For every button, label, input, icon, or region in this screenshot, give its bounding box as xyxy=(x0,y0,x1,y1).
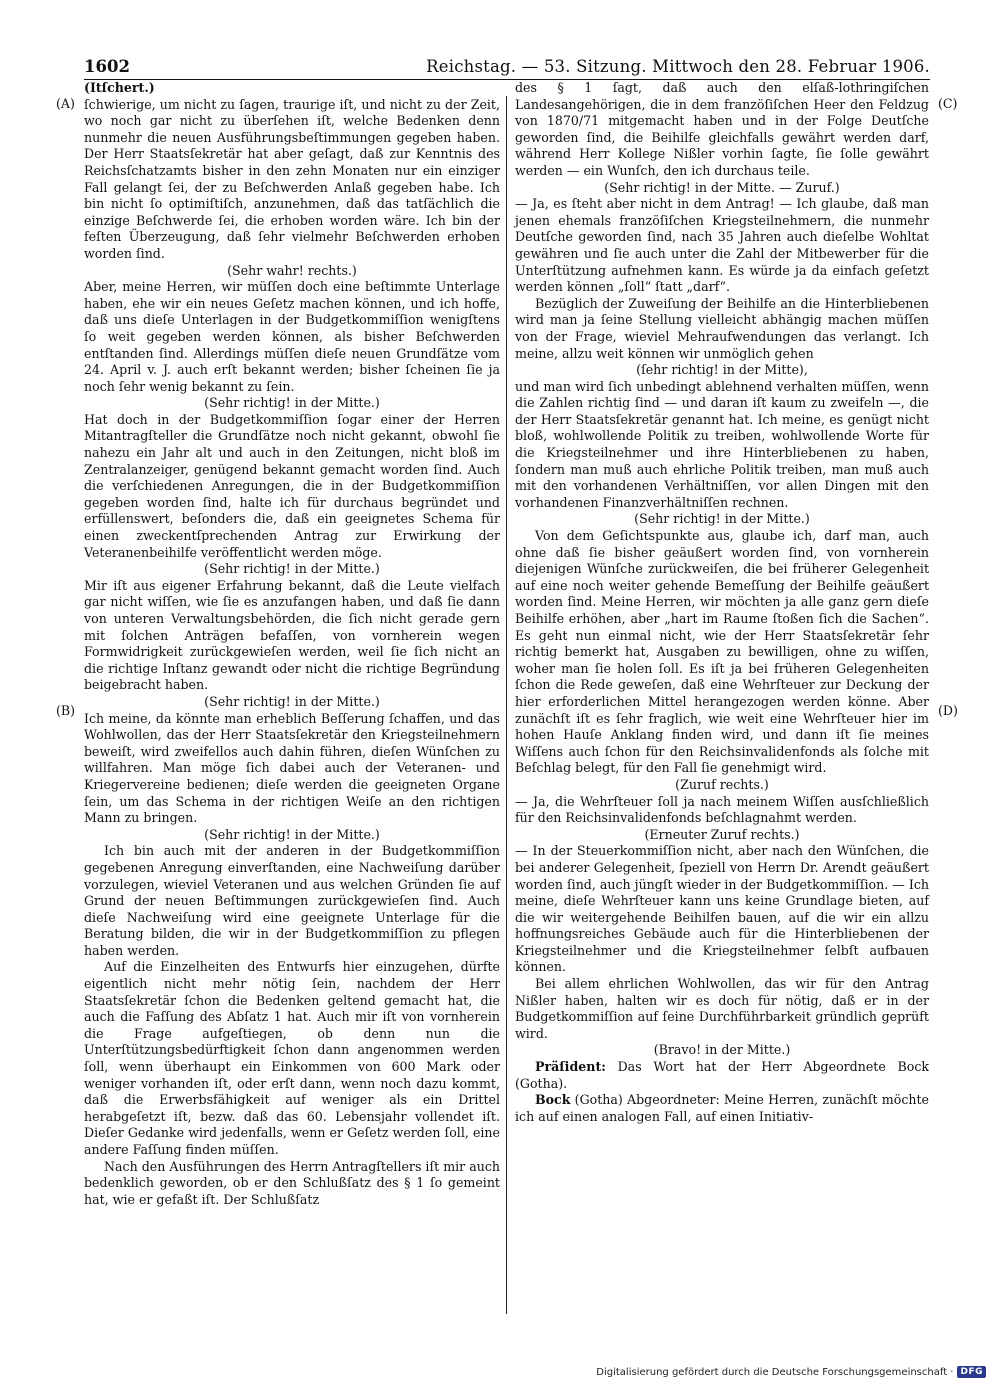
interjection: (Sehr richtig! in der Mitte.) xyxy=(634,511,810,527)
interjection: (Sehr richtig! in der Mitte.) xyxy=(204,561,380,577)
paragraph: des § 1 ſagt, daß auch den elſaß-lothringiſchen Landesangehörigen, die in dem franzöſiſchen Heer den Feldzug von 1870/71 mitgemacht haben und in der Folge Deutſche geworden ſind, die Beihilfe gleichfalls gewährt werden darf, während Herr Kollege Nißler vorhin ſagte, ſie ſolle gewährt werden — ein Wunſch, den ich durchaus teile. xyxy=(515,80,929,178)
speaker-name: Bock xyxy=(535,1092,571,1108)
margin-marker-a: (A) xyxy=(56,96,75,111)
speaker-label: (Itſchert.) xyxy=(84,80,155,95)
footer-credit xyxy=(596,1363,986,1381)
speech-paragraph xyxy=(515,1092,929,1125)
paragraph: — Ja, es ſteht aber nicht in dem Antrag! — Ich glaube, daß man jenen ehemals franzöſiſchen Kriegsteilnehmern, die nunmehr Deutſche geworden ſind, nach 35 Jahren auch dieſelbe Wohltat gewähren und ſie auch unter die Zahl der Mitbewerber für die Unterſtützung aufnehmen kann. Es würde ja da einfach geſetzt werden können „ſoll“ ſtatt „darf“. xyxy=(515,196,929,295)
interjection: (Sehr wahr! rechts.) xyxy=(227,262,357,278)
paragraph: Auf die Einzelheiten des Entwurfs hier einzugehen, dürfte eigentlich nicht mehr nötig ſein, nachdem der Herr Staatsſekretär ſchon die Bedenken geltend gemacht hat, die auch die Faſſung des Abſatz 1 hat. Auch mir iſt von vornherein die Frage aufgeſtiegen, ob denn nun die Unterſtützungsbedürftigkeit ſchon dann angenommen werden ſoll, wenn überhaupt ein Einkommen von 600 Mark oder weniger vorhanden iſt, oder erſt dann, wenn noch dazu kommt, daß die Erwerbsfähigkeit auf weniger als ein Drittel herabgeſetzt iſt, bezw. daß das 60. Lebensjahr vollendet iſt. Dieſer Gedanke wird jedenfalls, wenn er Geſetz werden ſoll, eine andere Faſſung finden müſſen. xyxy=(84,959,500,1157)
left-column xyxy=(84,80,500,1208)
paragraph: Hat doch in der Budgetkommiſſion ſogar einer der Herren Mitantragſteller die Grundſätze noch nicht gekannt, obwohl ſie nahezu ein Jahr alt und auch in den Zeitungen, nicht bloß im Zentralanzeiger, genügend bekannt gemacht worden ſind. Auch die verſchiedenen Anregungen, die in der Budgetkommiſſion gegeben worden ſind, halte ich für durchaus begründet und erfüllenswert, beſonders die, daß ein geeignetes Schema für einen zweckentſprechenden Antrag zur Erwirkung der Veteranenbeihilfe veröffentlicht werden möge. xyxy=(84,411,500,560)
paragraph: und man wird ſich unbedingt ablehnend verhalten müſſen, wenn die Zahlen richtig ſind — und daran iſt kaum zu zweifeln —, die der Herr Staatsſekretär genannt hat. Ich meine, es genügt nicht bloß, wohlwollende Politik zu treiben, wohlwollende Worte für die Kriegsteilnehmer und ihre Hinterbliebenen zu haben, ſondern man muß auch ehrliche Politik treiben, man muß auch mit den vorhandenen Verhältniſſen, vor allen Dingen mit den vorhandenen Finanzverhältniſſen rechnen. xyxy=(515,378,929,510)
paragraph: Ich bin auch mit der anderen in der Budgetkommiſſion gegebenen Anregung einverſtanden, eine Nachweiſung darüber vorzulegen, wieviel Veteranen und aus welchen Gründen ſie auf Grund der neuen Beſtimmungen zurückgewieſen ſind. Auch dieſe Nachweiſung wird eine geeignete Unterlage für die Beratung bilden, die wir in der Budgetkommiſſion zu pflegen haben werden. xyxy=(84,843,500,958)
interjection: (ſehr richtig! in der Mitte), xyxy=(636,362,808,378)
paragraph: Von dem Geſichtspunkte aus, glaube ich, darf man, auch ohne daß ſie bisher geäußert worden ſind, von vornherein diejenigen Wünſche zurückweiſen, die bei früherer Gelegenheit auf eine noch weiter gehende Bemeſſung der Beihilfe geäußert worden ſind. Meine Herren, wir möchten ja alle ganz gern dieſe Beihilfe erhöhen, aber „hart im Raume ſtoßen ſich die Sachen“. Es geht nun einmal nicht, wie der Herr Staatsſekretär ſehr richtig bemerkt hat, Ausgaben zu bewilligen, ohne zu wiſſen, woher man ſie holen ſoll. Es iſt ja bei früheren Gelegenheiten ſchon die Rede geweſen, daß eine Wehrſteuer zur Deckung der hier erforderlichen Mittel herangezogen werden könne. Aber zunächſt iſt es ſehr fraglich, wie weit eine Wehrſteuer hier im hohen Hauſe Anklang finden wird, und dann iſt ſie meines Wiſſens auch ſchon für den Reichsinvalidenfonds als ſolche mit Beſchlag belegt, für den Fall ſie genehmigt wird. xyxy=(515,528,929,776)
paragraph: Ich meine, da könnte man erheblich Beſſerung ſchaffen, und das Wohlwollen, das der Herr Staatsſekretär den Kriegsteilnehmern beweiſt, wird zweifellos auch dahin führen, dieſen Wünſchen zu willfahren. Man möge ſich dabei auch der Veteranen- und Kriegervereine bedienen; dieſe werden die geeigneten Organe ſein, um das Schema in der richtigen Weiſe an den richtigen Mann zu bringen. xyxy=(84,710,500,826)
running-title: Reichstag. — 53. Sitzung. Mittwoch den 28. Februar 1906. xyxy=(426,57,930,76)
dfg-logo: DFG xyxy=(957,1366,986,1378)
paragraph: Aber, meine Herren, wir müſſen doch eine beſtimmte Unterlage haben, ehe wir ein neues Geſetz machen können, und ich hoffe, daß uns dieſe Unterlagen in der Budgetkommiſſion wenigſtens ſo weit gegeben werden können, als bisher Beſchwerden entſtanden ſind. Allerdings müſſen dieſe neuen Grundſätze vom 24. April v. J. auch erſt bekannt werden; bisher ſcheinen ſie ja noch ſehr wenig bekannt zu ſein. xyxy=(84,279,500,394)
margin-marker-c: (C) xyxy=(938,96,958,111)
interjection: (Erneuter Zuruf rechts.) xyxy=(644,826,800,842)
paragraph: Bei allem ehrlichen Wohlwollen, das wir für den Antrag Nißler haben, halten wir es doch für nötig, daß er in der Budgetkommiſſion auf ſeine Durchführbarkeit gründlich geprüft wird. xyxy=(515,976,929,1041)
paragraph: Bezüglich der Zuweiſung der Beihilfe an die Hinterbliebenen wird man ja ſeine Stellung vielleicht abhängig machen müſſen von der Frage, wieviel Mehraufwendungen das verlangt. Ich meine, allzu weit können wir unmöglich gehen xyxy=(515,295,929,361)
speech-text: (Gotha) Abgeordneter: Meine Herren, zunächſt möchte ich auf einen analogen Fall, auf einen Initiativ- xyxy=(515,1092,929,1124)
speech-paragraph xyxy=(515,1059,929,1092)
interjection: (Sehr richtig! in der Mitte.) xyxy=(204,693,380,709)
paragraph: Mir iſt aus eigener Erfahrung bekannt, daß die Leute vielfach gar nicht wiſſen, wie ſie es anzufangen haben, und daß ſie dann von unteren Verwaltungsbehörden, die ſich nicht gerade gern mit ſolchen Anträgen befaſſen, von vornherein wegen Formwidrigkeit zurückgewieſen werden, weil ſie ſich nicht an die richtige Inſtanz gewandt oder nicht die richtige Begründung beigebracht haben. xyxy=(84,577,500,693)
margin-marker-b: (B) xyxy=(56,703,76,718)
column-divider xyxy=(506,96,507,1314)
paragraph: — Ja, die Wehrſteuer ſoll ja nach meinem Wiſſen ausſchließlich für den Reichsinvalidenfonds beſchlagnahmt werden. xyxy=(515,793,929,826)
paragraph: — In der Steuerkommiſſion nicht, aber nach den Wünſchen, die bei anderer Gelegenheit, ſpeziell von Herrn Dr. Arendt geäußert worden ſind, auch jüngſt wieder in der Budgetkommiſſion. — Ich meine, dieſe Wehrſteuer kann uns keine Grundlage bieten, auf die wir weitergehende Beihilfen bauen, auf die wir ein allzu hoffnungsreiches Gebäude auch für die Hinterbliebenen der Kriegsteilnehmer und die Kriegsteilnehmer ſelbſt aufbauen können. xyxy=(515,843,929,975)
right-column xyxy=(515,80,929,1125)
page-header xyxy=(84,50,930,76)
footer-text: Digitalisierung gefördert durch die Deutsche Forschungsgemeinschaft · xyxy=(596,1366,954,1378)
speech-text: Das Wort hat der Herr Abgeordnete Bock (Gotha). xyxy=(515,1059,929,1091)
page-number: 1602 xyxy=(84,57,130,76)
paragraph: Nach den Ausführungen des Herrn Antragſtellers iſt mir auch bedenklich geworden, ob er den Schlußſatz des § 1 ſo gemeint hat, wie er gefaßt iſt. Der Schlußſatz xyxy=(84,1158,500,1207)
paragraph: ſchwierige, um nicht zu ſagen, traurige iſt, und nicht zu der Zeit, wo noch gar nicht zu überſehen iſt, welche Bedenken denn nunmehr die neuen Ausführungsbeſtimmungen gegeben haben. Der Herr Staatsſekretär hat aber geſagt, daß zur Kenntnis des Reichsſchatzamts bisher in den zehn Monaten nur ein einziger Fall gelangt ſei, der zu Beſchwerden Anlaß gegeben habe. Ich bin nicht ſo optimiſtiſch, anzunehmen, daß das tatſächlich die einzige Beſchwerde ſei, die erhoben worden wäre. Ich bin der feſten Überzeugung, daß ſehr vielmehr Beſchwerden erhoben worden ſind. xyxy=(84,96,500,261)
margin-marker-d: (D) xyxy=(938,703,958,718)
interjection: (Sehr richtig! in der Mitte.) xyxy=(204,395,380,411)
speaker-name: Präſident: xyxy=(535,1059,606,1075)
interjection: (Sehr richtig! in der Mitte.) xyxy=(204,826,380,842)
interjection: (Bravo! in der Mitte.) xyxy=(653,1042,791,1058)
interjection: (Sehr richtig! in der Mitte. — Zuruf.) xyxy=(604,179,840,195)
interjection: (Zuruf rechts.) xyxy=(675,776,769,792)
